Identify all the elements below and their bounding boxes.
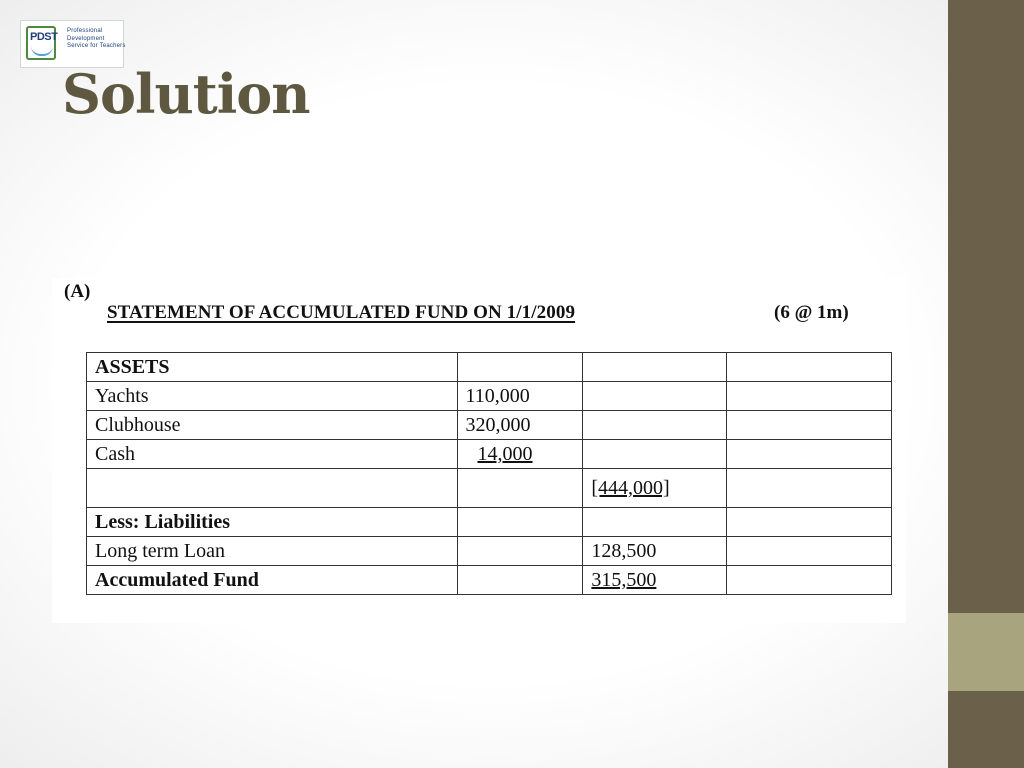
scanned-document <box>52 278 906 623</box>
cell <box>727 508 892 537</box>
cell <box>727 411 892 440</box>
pdst-logo <box>20 20 124 68</box>
sidebar-accent-block <box>948 613 1024 691</box>
logo-emblem <box>26 26 56 60</box>
cell: 320,000 <box>457 411 583 440</box>
row-label: Yachts <box>87 382 458 411</box>
cell: 315,500 <box>583 566 727 595</box>
logo-tagline <box>67 28 126 51</box>
cell: 128,500 <box>583 537 727 566</box>
cell <box>727 382 892 411</box>
cell <box>583 411 727 440</box>
row-label: Clubhouse <box>87 411 458 440</box>
cell <box>583 508 727 537</box>
row-label <box>87 469 458 508</box>
table-row <box>87 566 892 595</box>
logo-line-3: Service for Teachers <box>67 43 126 49</box>
logo-wave-icon <box>31 46 53 56</box>
slide-title: Solution <box>62 62 310 126</box>
table-row <box>87 469 892 508</box>
table-row <box>87 382 892 411</box>
logo-mark-text: PDST <box>30 31 58 43</box>
cell <box>583 382 727 411</box>
logo-line-1: Professional <box>67 28 103 34</box>
cell <box>457 566 583 595</box>
cell <box>727 537 892 566</box>
row-label: Less: Liabilities <box>87 508 458 537</box>
cell <box>727 469 892 508</box>
marks-allocation: (6 @ 1m) <box>774 302 849 323</box>
accumulated-fund-table <box>86 352 892 595</box>
cell <box>457 469 583 508</box>
table-row <box>87 353 892 382</box>
cell <box>727 353 892 382</box>
table-row <box>87 440 892 469</box>
cell <box>583 353 727 382</box>
section-label: (A) <box>64 281 91 302</box>
logo-line-2: Development <box>67 35 105 42</box>
table-row <box>87 508 892 537</box>
row-label: Cash <box>87 440 458 469</box>
cell <box>457 353 583 382</box>
cell: 110,000 <box>457 382 583 411</box>
row-label: ASSETS <box>87 353 458 382</box>
table-row <box>87 537 892 566</box>
row-label: Long term Loan <box>87 537 458 566</box>
cell: 14,000 <box>457 440 583 469</box>
cell <box>727 566 892 595</box>
statement-heading: STATEMENT OF ACCUMULATED FUND ON 1/1/2009 <box>107 302 576 323</box>
table-row <box>87 411 892 440</box>
cell <box>583 440 727 469</box>
cell <box>457 508 583 537</box>
cell <box>727 440 892 469</box>
cell <box>457 537 583 566</box>
row-label: Accumulated Fund <box>87 566 458 595</box>
cell: [444,000] <box>583 469 727 508</box>
